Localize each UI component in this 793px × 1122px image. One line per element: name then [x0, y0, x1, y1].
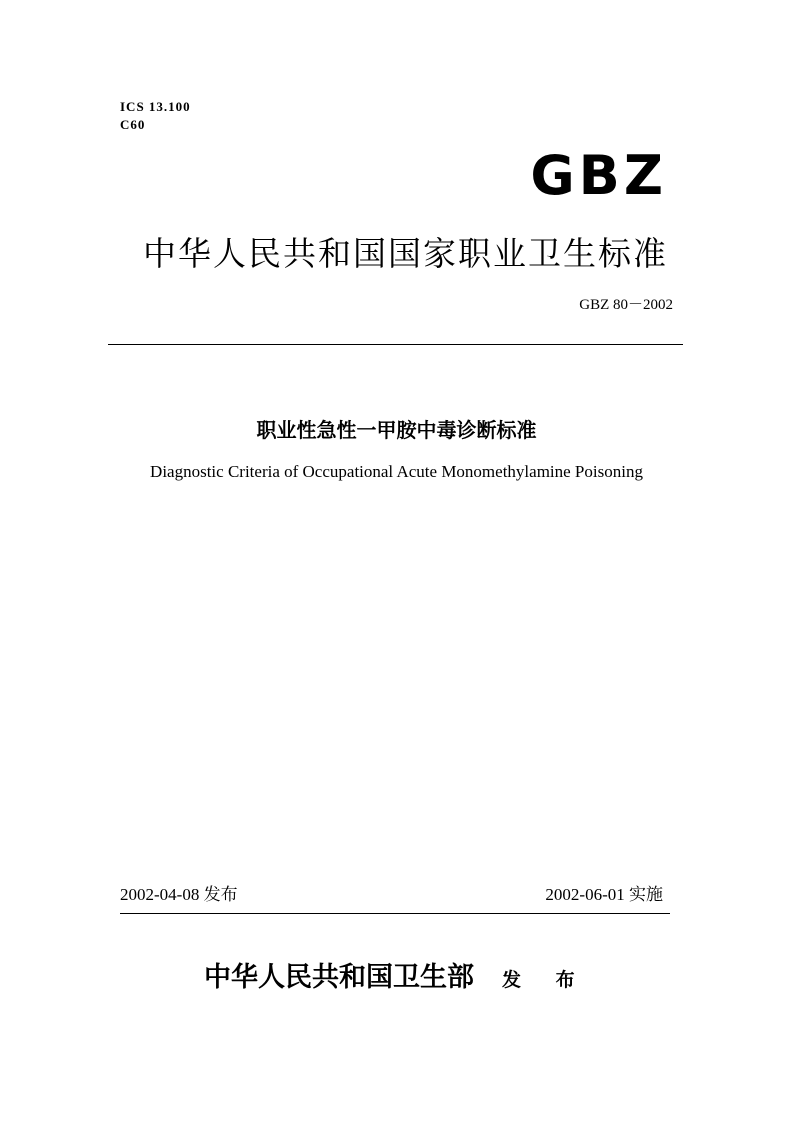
publisher-name: 中华人民共和国卫生部 — [204, 962, 474, 993]
bottom-divider — [120, 913, 670, 914]
standard-number: GBZ 80－2002 — [579, 297, 673, 313]
standard-category-title: 中华人民共和国国家职业卫生标准 — [143, 234, 668, 273]
implementation-date: 2002-06-01 实施 — [545, 885, 663, 904]
classification-codes — [120, 98, 191, 134]
issue-date: 2002-04-08 发布 — [120, 885, 238, 904]
gbz-logo: GBZ — [530, 144, 667, 207]
document-title-en: Diagnostic Criteria of Occupational Acute Monomethylamine Poisoning — [150, 462, 643, 481]
ics-code: ICS 13.100 — [120, 99, 191, 114]
publish-action: 发 布 — [502, 969, 589, 991]
document-title-cn: 职业性急性一甲胺中毒诊断标准 — [256, 418, 537, 442]
publisher-line — [204, 960, 589, 998]
top-divider — [108, 344, 683, 345]
ccs-code: C60 — [120, 117, 146, 132]
